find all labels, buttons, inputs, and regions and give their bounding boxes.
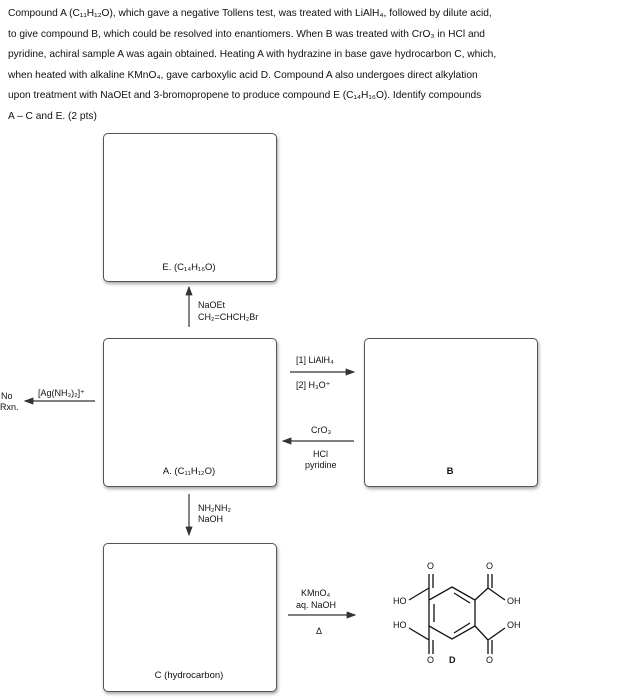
reagent-tollens: [Ag(NH₃)₂]⁺ <box>38 388 85 398</box>
oxygen-bottom-right: O <box>486 655 494 665</box>
reagent-heat: Δ <box>316 626 323 636</box>
reagent-pyridine: pyridine <box>305 460 337 470</box>
prompt-line-4: when heated with alkaline KMnO₄, gave carboxylic acid D. Compound A also undergoes direct alkylation <box>8 69 478 81</box>
label-d: D <box>449 655 456 665</box>
reagent-aq-naoh: aq. NaOH <box>296 600 337 610</box>
label-c: C (hydrocarbon) <box>154 670 224 681</box>
prompt-line-5: upon treatment with NaOEt and 3-bromopropene to produce compound E (C₁₄H₁₆O). Identify compounds <box>8 90 482 101</box>
reagent-cro3: CrO₃ <box>311 425 332 435</box>
no-reaction-1: No <box>1 391 13 401</box>
prompt-line-3: pyridine, achiral sample A was again obtained. Heating A with hydrazine in base gave hydrocarbon C, which, <box>8 49 497 60</box>
reagent-hydrazine: NH₂NH₂ <box>198 503 231 513</box>
prompt-line-6: A – C and E. (2 pts) <box>8 110 97 122</box>
oxygen-bottom-left: O <box>427 655 435 665</box>
hydroxyl-top-left: HO <box>393 596 407 606</box>
no-reaction-2: Rxn. <box>0 402 19 412</box>
benzene-ring <box>429 587 475 639</box>
prompt-line-1: Compound A (C₁₁H₁₂O), which gave a negative Tollens test, was treated with LiAlH₄, followed by dilute acid, <box>8 8 492 19</box>
reagent-h3o: [2] H₃O⁺ <box>296 380 331 390</box>
oxygen-top-right: O <box>486 561 494 571</box>
hydroxyl-top-right: OH <box>507 596 521 606</box>
hydroxyl-bottom-left: HO <box>393 620 407 630</box>
label-b: B <box>446 466 454 477</box>
label-e: E. (C₁₄H₁₆O) <box>162 262 216 273</box>
reagent-kmno4: KMnO₄ <box>301 588 331 598</box>
reagent-naoh: NaOH <box>198 514 224 524</box>
reagent-naoet: NaOEt <box>198 300 226 310</box>
prompt-line-2: to give compound B, which could be resolved into enantiomers. When B was treated with CrO₃ in HCl and <box>8 28 485 40</box>
reagent-lialh4: [1] LiAlH₄ <box>296 355 334 365</box>
reagent-allyl-bromide: CH₂=CHCH₂Br <box>198 312 259 322</box>
reagent-hcl: HCl <box>313 449 328 459</box>
hydroxyl-bottom-right: OH <box>507 620 521 630</box>
label-a: A. (C₁₁H₁₂O) <box>162 466 216 477</box>
oxygen-top-left: O <box>427 561 435 571</box>
